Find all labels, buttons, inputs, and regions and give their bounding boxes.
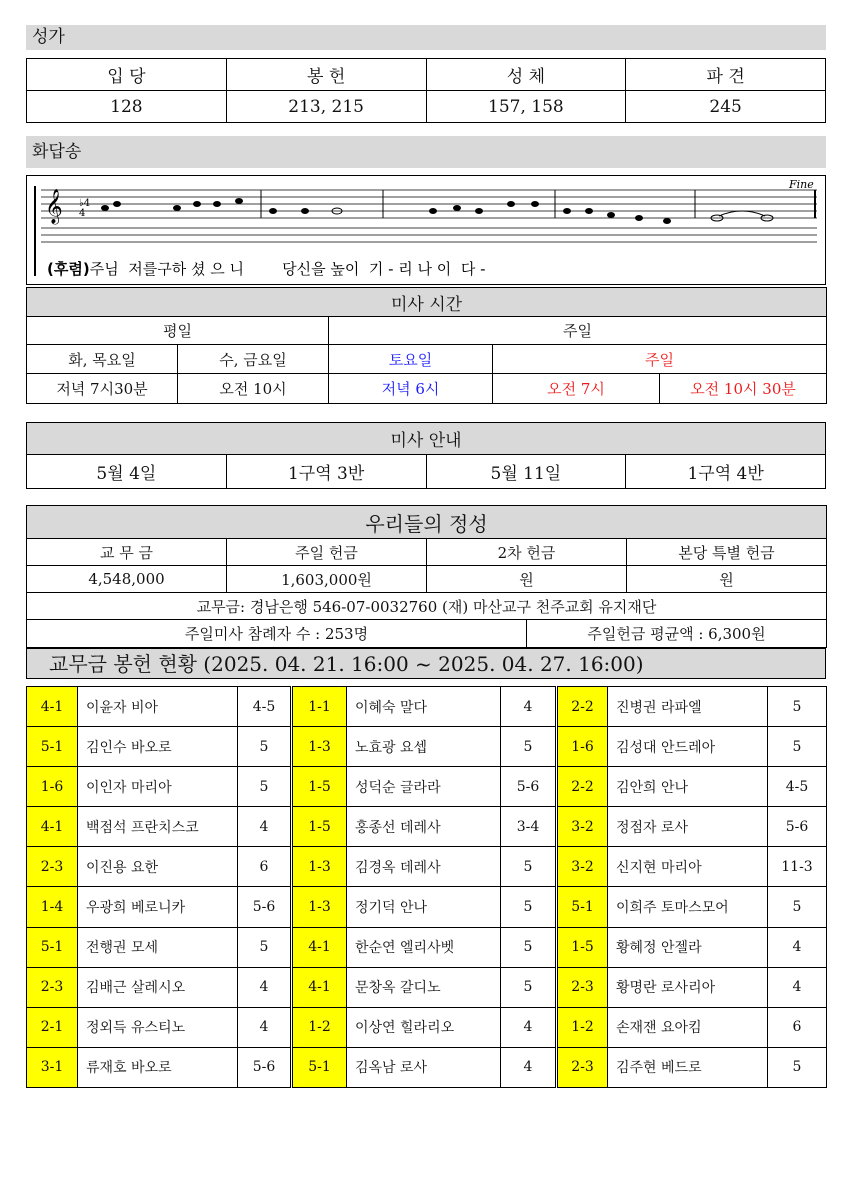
- dues-member: 홍종선 데레사: [347, 807, 501, 847]
- dues-months: 6: [768, 1007, 827, 1047]
- dues-group: 2-3: [557, 967, 608, 1007]
- hymn-offertory-number: 213, 215: [226, 91, 426, 123]
- attendance-count: 주일미사 참례자 수 : 253명: [27, 619, 527, 647]
- dues-group: 2-3: [27, 847, 78, 887]
- dues-months: 4-5: [238, 687, 292, 727]
- dues-member: 이진용 요한: [78, 847, 238, 887]
- offering-header-second: 2차 헌금: [427, 539, 627, 566]
- hymn-header-communion: 성 체: [426, 59, 626, 91]
- dues-member: 이윤자 비아: [78, 687, 238, 727]
- dues-member: 정점자 로사: [608, 807, 768, 847]
- mass-times-title: 미사 시간: [27, 288, 827, 317]
- dues-months: 4-5: [768, 767, 827, 807]
- table-row: [27, 807, 827, 847]
- dues-group: 4-1: [27, 807, 78, 847]
- dues-months: 5-6: [238, 1047, 292, 1087]
- dues-group: 1-2: [292, 1007, 347, 1047]
- mass-guide-group-2: 1구역 4반: [626, 455, 826, 489]
- weekday-header: 평일: [27, 317, 329, 345]
- mass-guide-date-2: 5월 11일: [426, 455, 626, 489]
- table-row: [27, 767, 827, 807]
- sunday-label: 주일: [493, 345, 827, 374]
- dues-member: 정외득 유스티노: [78, 1007, 238, 1047]
- offering-header-dues: 교 무 금: [27, 539, 227, 566]
- dues-group: 1-3: [292, 727, 347, 767]
- dues-months: 4: [768, 967, 827, 1007]
- dues-member: 성덕순 글라라: [347, 767, 501, 807]
- wed-fri-time: 오전 10시: [178, 374, 329, 404]
- saturday-time: 저녁 6시: [329, 374, 493, 404]
- svg-text:(후렴)주님 저를구하 셨 으 니 당신을: [47, 260, 486, 278]
- dues-months: 5: [768, 687, 827, 727]
- dues-member: 김인수 바오로: [78, 727, 238, 767]
- table-row: [27, 967, 827, 1007]
- dues-group: 1-3: [292, 847, 347, 887]
- hymn-header-entrance: 입 당: [27, 59, 227, 91]
- hymn-recessional-number: 245: [626, 91, 826, 123]
- dues-months: 5: [238, 927, 292, 967]
- dues-member: 김배근 살레시오: [78, 967, 238, 1007]
- svg-text:♭4: ♭4: [79, 198, 91, 209]
- dues-group: 1-2: [557, 1007, 608, 1047]
- dues-group: 1-5: [292, 767, 347, 807]
- dues-member: 우광희 베로니카: [78, 887, 238, 927]
- dues-months: 4: [238, 807, 292, 847]
- mass-guide-date-1: 5월 4일: [27, 455, 227, 489]
- dues-months: 5: [501, 927, 557, 967]
- dues-months: 5: [238, 767, 292, 807]
- dues-group: 3-2: [557, 847, 608, 887]
- hymns-table: [26, 58, 826, 123]
- dues-group: 4-1: [292, 927, 347, 967]
- table-row: [27, 687, 827, 727]
- dues-member: 이인자 마리아: [78, 767, 238, 807]
- table-row: [27, 887, 827, 927]
- table-row: [27, 1047, 827, 1087]
- dues-member: 이희주 토마스모어: [608, 887, 768, 927]
- dues-months: 5: [238, 727, 292, 767]
- dues-member: 전행권 모세: [78, 927, 238, 967]
- dues-title: 교무금 봉헌 현황 (2025. 04. 21. 16:00 ~ 2025. 04. 27. 16:00): [26, 648, 826, 679]
- dues-group: 1-3: [292, 887, 347, 927]
- psalm-title: 화답송: [26, 136, 826, 168]
- hymn-header-offertory: 봉 헌: [226, 59, 426, 91]
- refrain-label: (후렴): [47, 260, 90, 278]
- dues-member: 이상연 힐라리오: [347, 1007, 501, 1047]
- dues-table: [26, 686, 827, 1088]
- dues-months: 5: [501, 887, 557, 927]
- mass-times-table: [26, 287, 827, 404]
- dues-group: 2-3: [557, 1047, 608, 1087]
- sunday-early-time: 오전 7시: [493, 374, 660, 404]
- table-row: [27, 847, 827, 887]
- dues-months: 5: [768, 727, 827, 767]
- dues-group: 5-1: [27, 727, 78, 767]
- saturday-label: 토요일: [329, 345, 493, 374]
- dues-months: 4: [501, 1047, 557, 1087]
- dues-months: 5-6: [501, 767, 557, 807]
- dues-group: 5-1: [27, 927, 78, 967]
- hymns-title: 성가: [26, 25, 826, 50]
- sunday-late-time: 오전 10시 30분: [660, 374, 827, 404]
- offerings-table: [26, 505, 827, 648]
- dues-group: 5-1: [292, 1047, 347, 1087]
- mass-guide-title: 미사 안내: [27, 423, 826, 455]
- dues-months: 5: [768, 1047, 827, 1087]
- dues-group: 1-6: [27, 767, 78, 807]
- dues-months: 4: [768, 927, 827, 967]
- svg-text:𝄞: 𝄞: [45, 189, 63, 224]
- dues-member: 노효광 요셉: [347, 727, 501, 767]
- dues-member: 진병권 라파엘: [608, 687, 768, 727]
- dues-group: 1-5: [557, 927, 608, 967]
- dues-months: 5: [501, 847, 557, 887]
- dues-months: 5: [501, 967, 557, 1007]
- offering-second-amount: 원: [427, 566, 627, 593]
- hymn-communion-number: 157, 158: [426, 91, 626, 123]
- dues-group: 2-1: [27, 1007, 78, 1047]
- psalm-lyrics: 주님 저를구하 셨 으 니 당신을 높이 기 - 리 나 이 다 -: [89, 260, 486, 278]
- dues-months: 4: [501, 1007, 557, 1047]
- offering-special-amount: 원: [627, 566, 827, 593]
- dues-member: 정기덕 안나: [347, 887, 501, 927]
- dues-group: 1-5: [292, 807, 347, 847]
- offering-sunday-amount: 1,603,000원: [227, 566, 427, 593]
- dues-member: 김안희 안나: [608, 767, 768, 807]
- dues-months: 5: [501, 727, 557, 767]
- music-staff-image: [27, 176, 825, 284]
- hymn-entrance-number: 128: [27, 91, 227, 123]
- table-row: [27, 1007, 827, 1047]
- hymn-header-recessional: 파 견: [626, 59, 826, 91]
- dues-months: 5: [768, 887, 827, 927]
- dues-group: 1-4: [27, 887, 78, 927]
- offering-header-special: 본당 특별 헌금: [627, 539, 827, 566]
- dues-member: 한순연 엘리사벳: [347, 927, 501, 967]
- dues-months: 5-6: [238, 887, 292, 927]
- psalm-score: [26, 175, 826, 285]
- dues-group: 4-1: [292, 967, 347, 1007]
- dues-member: 이혜숙 말다: [347, 687, 501, 727]
- table-row: [27, 727, 827, 767]
- dues-months: 11-3: [768, 847, 827, 887]
- dues-member: 신지현 마리아: [608, 847, 768, 887]
- mass-guide-table: [26, 422, 826, 489]
- dues-months: 3-4: [501, 807, 557, 847]
- dues-member: 백점석 프란치스코: [78, 807, 238, 847]
- dues-member: 김옥남 로사: [347, 1047, 501, 1087]
- offering-dues-amount: 4,548,000: [27, 566, 227, 593]
- dues-member: 류재호 바오로: [78, 1047, 238, 1087]
- dues-months: 4: [501, 687, 557, 727]
- dues-months: 5-6: [768, 807, 827, 847]
- dues-months: 4: [238, 967, 292, 1007]
- mass-guide-group-1: 1구역 3반: [226, 455, 426, 489]
- wed-fri-label: 수, 금요일: [178, 345, 329, 374]
- dues-member: 황명란 로사리아: [608, 967, 768, 1007]
- dues-group: 3-1: [27, 1047, 78, 1087]
- dues-member: 황혜정 안젤라: [608, 927, 768, 967]
- sunday-header: 주일: [329, 317, 827, 345]
- dues-member: 김경옥 데레사: [347, 847, 501, 887]
- average-offering: 주일헌금 평균액 : 6,300원: [527, 619, 827, 647]
- dues-member: 김성대 안드레아: [608, 727, 768, 767]
- dues-months: 6: [238, 847, 292, 887]
- dues-group: 5-1: [557, 887, 608, 927]
- dues-group: 1-1: [292, 687, 347, 727]
- offerings-title: 우리들의 정성: [27, 506, 827, 539]
- dues-member: 문창옥 갈디노: [347, 967, 501, 1007]
- dues-group: 2-3: [27, 967, 78, 1007]
- tue-thu-time: 저녁 7시30분: [27, 374, 178, 404]
- svg-text:4: 4: [79, 208, 86, 219]
- dues-group: 1-6: [557, 727, 608, 767]
- table-row: [27, 927, 827, 967]
- tue-thu-label: 화, 목요일: [27, 345, 178, 374]
- dues-group: 4-1: [27, 687, 78, 727]
- dues-group: 3-2: [557, 807, 608, 847]
- dues-member: 손재잰 요아킴: [608, 1007, 768, 1047]
- offering-header-sunday: 주일 헌금: [227, 539, 427, 566]
- fine-mark: Fine: [789, 178, 814, 191]
- bank-account-info: 교무금: 경남은행 546-07-0032760 (재) 마산교구 천주교회 유지재단: [27, 593, 827, 620]
- dues-member: 김주현 베드로: [608, 1047, 768, 1087]
- dues-group: 2-2: [557, 767, 608, 807]
- dues-group: 2-2: [557, 687, 608, 727]
- dues-months: 4: [238, 1007, 292, 1047]
